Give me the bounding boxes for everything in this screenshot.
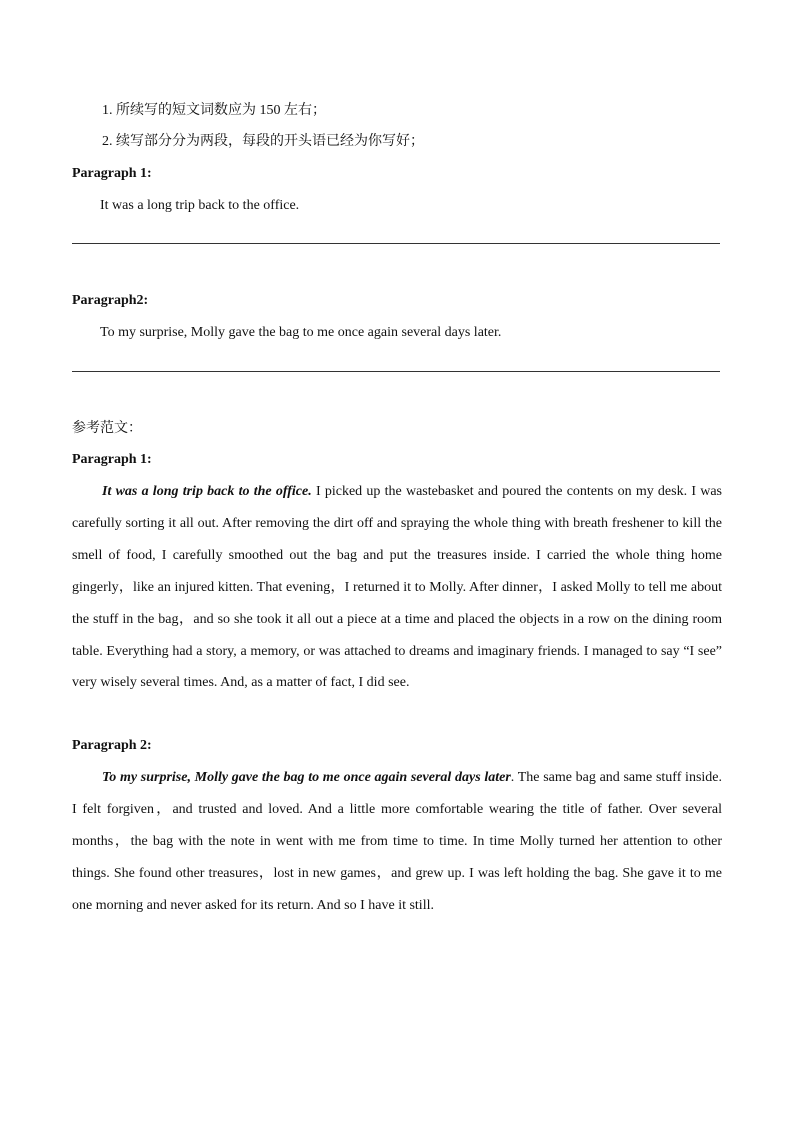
sample-paragraph-2 bbox=[72, 762, 722, 922]
task-paragraph-2-starter: To my surprise, Molly gave the bag to me once again several days later. bbox=[100, 325, 502, 340]
requirement-1: 1. 所续写的短文词数应为 150 左右； bbox=[102, 103, 326, 118]
sample-essay-label: 参考范文： bbox=[72, 421, 142, 436]
sample-paragraph-1-lead: It was a long trip back to the office. bbox=[102, 484, 312, 499]
task-paragraph-1-starter: It was a long trip back to the office. bbox=[100, 198, 300, 213]
sample-paragraph-1-heading: Paragraph 1: bbox=[72, 452, 152, 467]
sample-paragraph-2-text: . The same bag and same stuff inside. I felt forgiven，and trusted and loved. And a little more comfortable wearing the title of father. Over several months，the bag with the note in went with me from time to time. In time Molly turned her attention to other things. She found other treasures，lost in new games，and grew up. I was left holding the bag. She gave it to me one morning and never asked for its return. And so I have it still. bbox=[72, 770, 722, 913]
task-paragraph-1-heading: Paragraph 1: bbox=[72, 166, 152, 181]
sample-paragraph-1 bbox=[72, 476, 722, 699]
sample-paragraph-2-heading: Paragraph 2: bbox=[72, 738, 152, 753]
answer-line-2 bbox=[72, 371, 720, 372]
task-paragraph-2-heading: Paragraph2: bbox=[72, 293, 149, 308]
sample-paragraph-1-text: I picked up the wastebasket and poured the contents on my desk. I was carefully sorting it all out. After removing the dirt off and spraying the whole thing with breath freshener to kill the smell of food, I carefully smoothed out the bag and put the treasures inside. I carried the whole thing home gingerly，like an injured kitten. That evening，I returned it to Molly. After dinner，I asked Molly to tell me about the stuff in the bag，and so she took it all out a piece at a time and placed the objects in a row on the dining room table. Everything had a story, a memory, or was attached to dreams and imaginary friends. I managed to say “I see” very wisely several times. And, as a matter of fact, I did see. bbox=[72, 484, 722, 691]
sample-paragraph-2-lead: To my surprise, Molly gave the bag to me once again several days later bbox=[102, 770, 511, 785]
requirement-2: 2. 续写部分分为两段，每段的开头语已经为你写好； bbox=[102, 134, 424, 149]
answer-line-1 bbox=[72, 243, 720, 244]
